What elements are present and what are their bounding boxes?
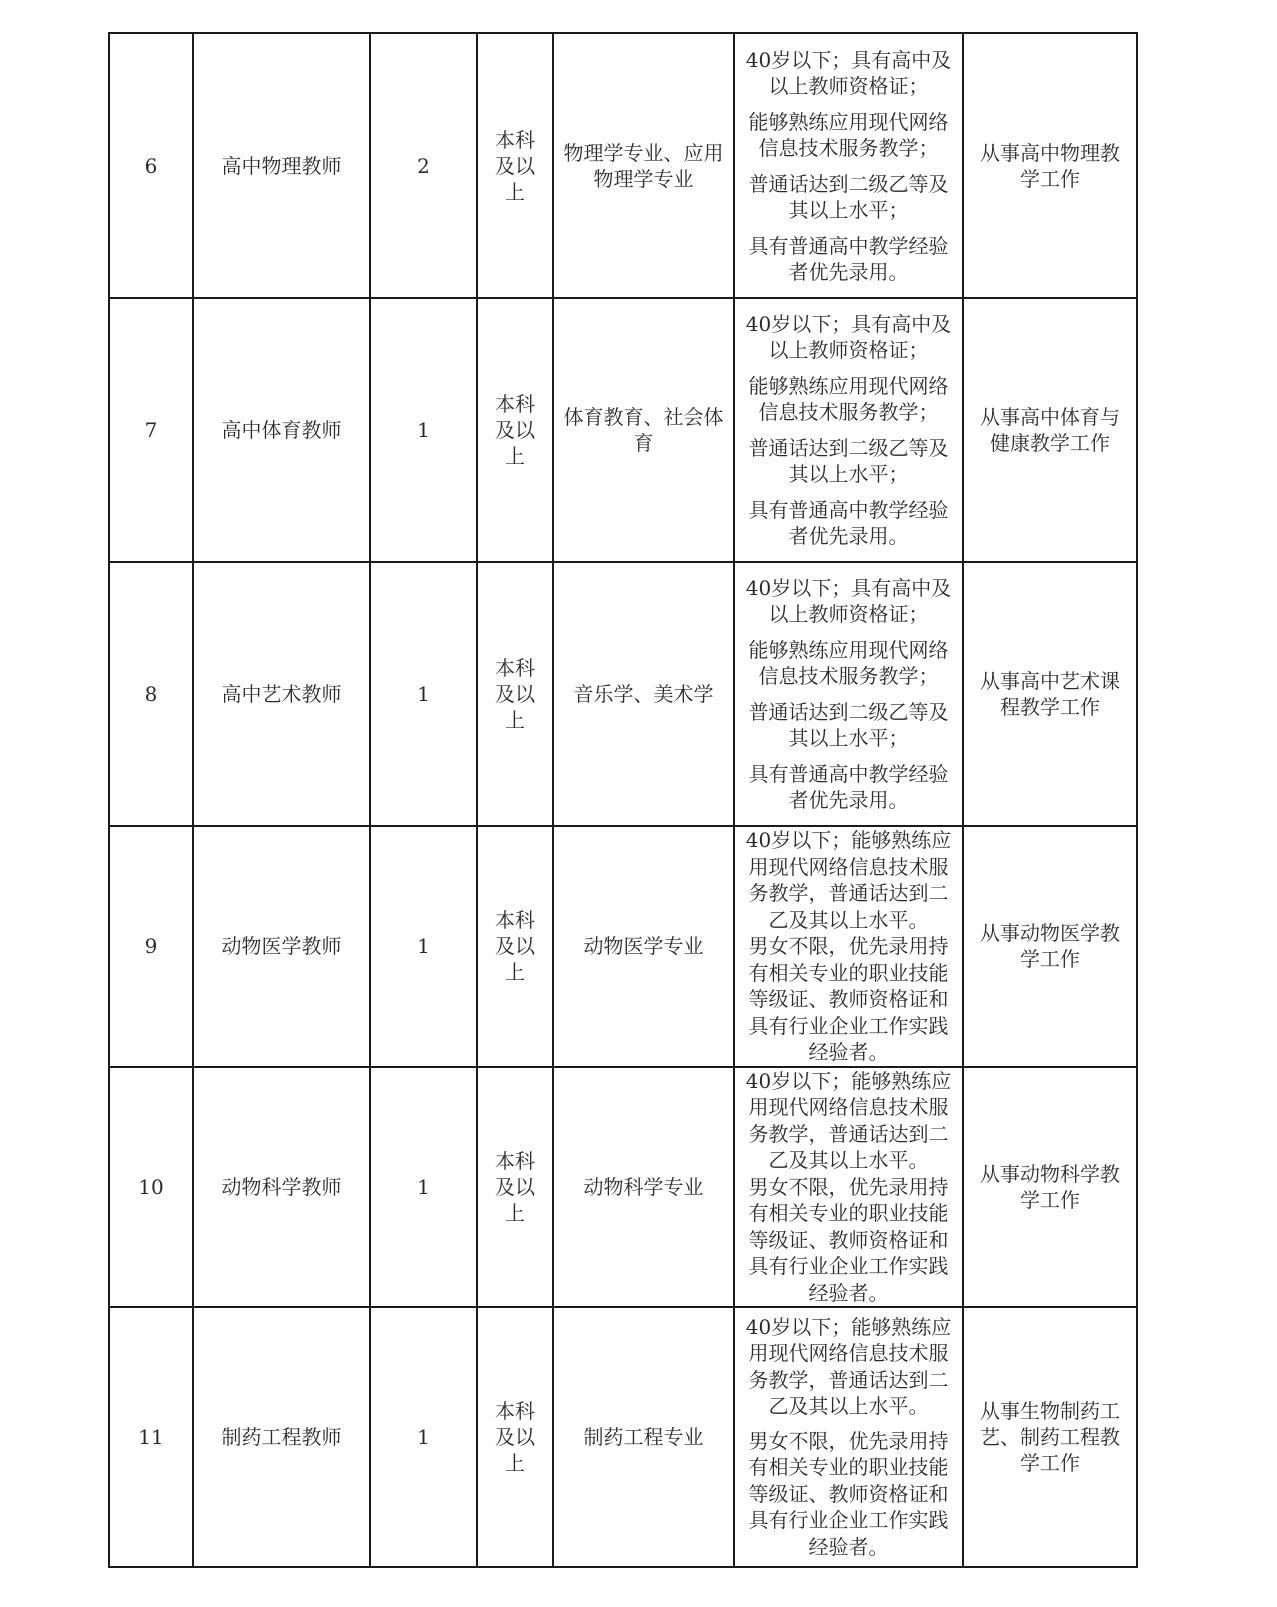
requirement-line: 普通话达到二级乙等及其以上水平； xyxy=(748,436,949,486)
requirement-line: 40岁以下；具有高中及以上教师资格证； xyxy=(745,576,952,626)
table-row xyxy=(109,298,1137,562)
job-duty xyxy=(963,1307,1137,1567)
headcount: 1 xyxy=(370,298,477,562)
requirements-cell xyxy=(734,33,963,298)
requirement-line: 普通话达到二级乙等及其以上水平； xyxy=(748,700,949,750)
row-number: 7 xyxy=(109,298,193,562)
requirement-line: 普通话达到二级乙等及其以上水平； xyxy=(748,171,949,222)
major-requirement: 动物科学专业 xyxy=(553,1067,734,1308)
table-row xyxy=(109,33,1137,298)
position-name: 动物科学教师 xyxy=(193,1067,370,1308)
row-number: 8 xyxy=(109,562,193,826)
education-level xyxy=(477,1067,553,1308)
row-number: 11 xyxy=(109,1307,193,1567)
major-text: 物理学专业、应用物理学专业 xyxy=(563,140,724,191)
job-duty xyxy=(963,33,1137,298)
duty-text: 从事生物制药工艺、制药工程教学工作 xyxy=(980,1399,1120,1475)
education-text: 本科及以上 xyxy=(495,908,535,985)
position-name: 高中体育教师 xyxy=(193,298,370,562)
job-duty xyxy=(963,562,1137,826)
recruitment-table xyxy=(108,32,1138,1568)
major-text: 音乐学、美术学 xyxy=(573,682,714,706)
table-row xyxy=(109,1307,1137,1567)
requirement-line: 具有普通高中教学经验者优先录用。 xyxy=(748,233,949,284)
position-name: 动物医学教师 xyxy=(193,826,370,1067)
table-row xyxy=(109,1067,1137,1308)
requirements-cell xyxy=(734,826,963,1067)
requirement-line: 40岁以下；具有高中及以上教师资格证； xyxy=(745,47,952,98)
duty-text: 从事动物科学教学工作 xyxy=(980,1161,1120,1212)
table-row xyxy=(109,562,1137,826)
row-number: 10 xyxy=(109,1067,193,1308)
major-requirement xyxy=(553,298,734,562)
education-level xyxy=(477,33,553,298)
requirement-line: 40岁以下；具有高中及以上教师资格证； xyxy=(745,312,952,362)
requirements-cell xyxy=(734,562,963,826)
education-text: 本科及以上 xyxy=(495,656,535,732)
requirement-line: 40岁以下；能够熟练应用现代网络信息技术服务教学，普通话达到二乙及其以上水平。 xyxy=(745,828,952,932)
headcount: 1 xyxy=(370,826,477,1067)
duty-text: 从事动物医学教学工作 xyxy=(980,921,1120,972)
headcount: 2 xyxy=(370,33,477,298)
requirement-line: 能够熟练应用现代网络信息技术服务教学； xyxy=(748,374,949,424)
education-text: 本科及以上 xyxy=(495,1148,535,1225)
requirement-line: 男女不限，优先录用持有相关专业的职业技能等级证、教师资格证和具有行业企业工作实践经验者。 xyxy=(748,1174,949,1305)
requirements-cell xyxy=(734,1307,963,1567)
duty-text: 从事高中艺术课程教学工作 xyxy=(980,669,1120,719)
job-duty xyxy=(963,298,1137,562)
position-name: 高中艺术教师 xyxy=(193,562,370,826)
headcount: 1 xyxy=(370,1067,477,1308)
job-duty xyxy=(963,826,1137,1067)
position-name: 高中物理教师 xyxy=(193,33,370,298)
duty-text: 从事高中体育与健康教学工作 xyxy=(980,405,1120,455)
education-level xyxy=(477,826,553,1067)
headcount: 1 xyxy=(370,1307,477,1567)
table-row xyxy=(109,826,1137,1067)
major-requirement: 制药工程专业 xyxy=(553,1307,734,1567)
major-requirement xyxy=(553,562,734,826)
requirement-line: 男女不限，优先录用持有相关专业的职业技能等级证、教师资格证和具有行业企业工作实践经验者。 xyxy=(748,934,949,1064)
education-text: 本科及以上 xyxy=(495,392,535,468)
requirement-line: 具有普通高中教学经验者优先录用。 xyxy=(748,498,949,548)
requirement-line: 具有普通高中教学经验者优先录用。 xyxy=(748,762,949,812)
major-text: 体育教育、社会体育 xyxy=(563,405,724,455)
duty-text: 从事高中物理教学工作 xyxy=(980,140,1120,191)
row-number: 9 xyxy=(109,826,193,1067)
education-text: 本科及以上 xyxy=(495,1399,535,1475)
requirements-cell xyxy=(734,298,963,562)
education-level xyxy=(477,562,553,826)
education-level xyxy=(477,1307,553,1567)
requirements-cell xyxy=(734,1067,963,1308)
education-text: 本科及以上 xyxy=(495,127,535,204)
row-number: 6 xyxy=(109,33,193,298)
requirement-line: 40岁以下；能够熟练应用现代网络信息技术服务教学，普通话达到二乙及其以上水平。 xyxy=(745,1068,952,1172)
education-level xyxy=(477,298,553,562)
headcount: 1 xyxy=(370,562,477,826)
requirement-line: 能够熟练应用现代网络信息技术服务教学； xyxy=(748,638,949,688)
requirement-line: 能够熟练应用现代网络信息技术服务教学； xyxy=(748,109,949,160)
job-duty xyxy=(963,1067,1137,1308)
major-requirement: 动物医学专业 xyxy=(553,826,734,1067)
position-name: 制药工程教师 xyxy=(193,1307,370,1567)
major-requirement xyxy=(553,33,734,298)
requirement-line: 男女不限，优先录用持有相关专业的职业技能等级证、教师资格证和具有行业企业工作实践经验者。 xyxy=(748,1428,949,1559)
requirement-line: 40岁以下；能够熟练应用现代网络信息技术服务教学，普通话达到二乙及其以上水平。 xyxy=(745,1314,952,1419)
